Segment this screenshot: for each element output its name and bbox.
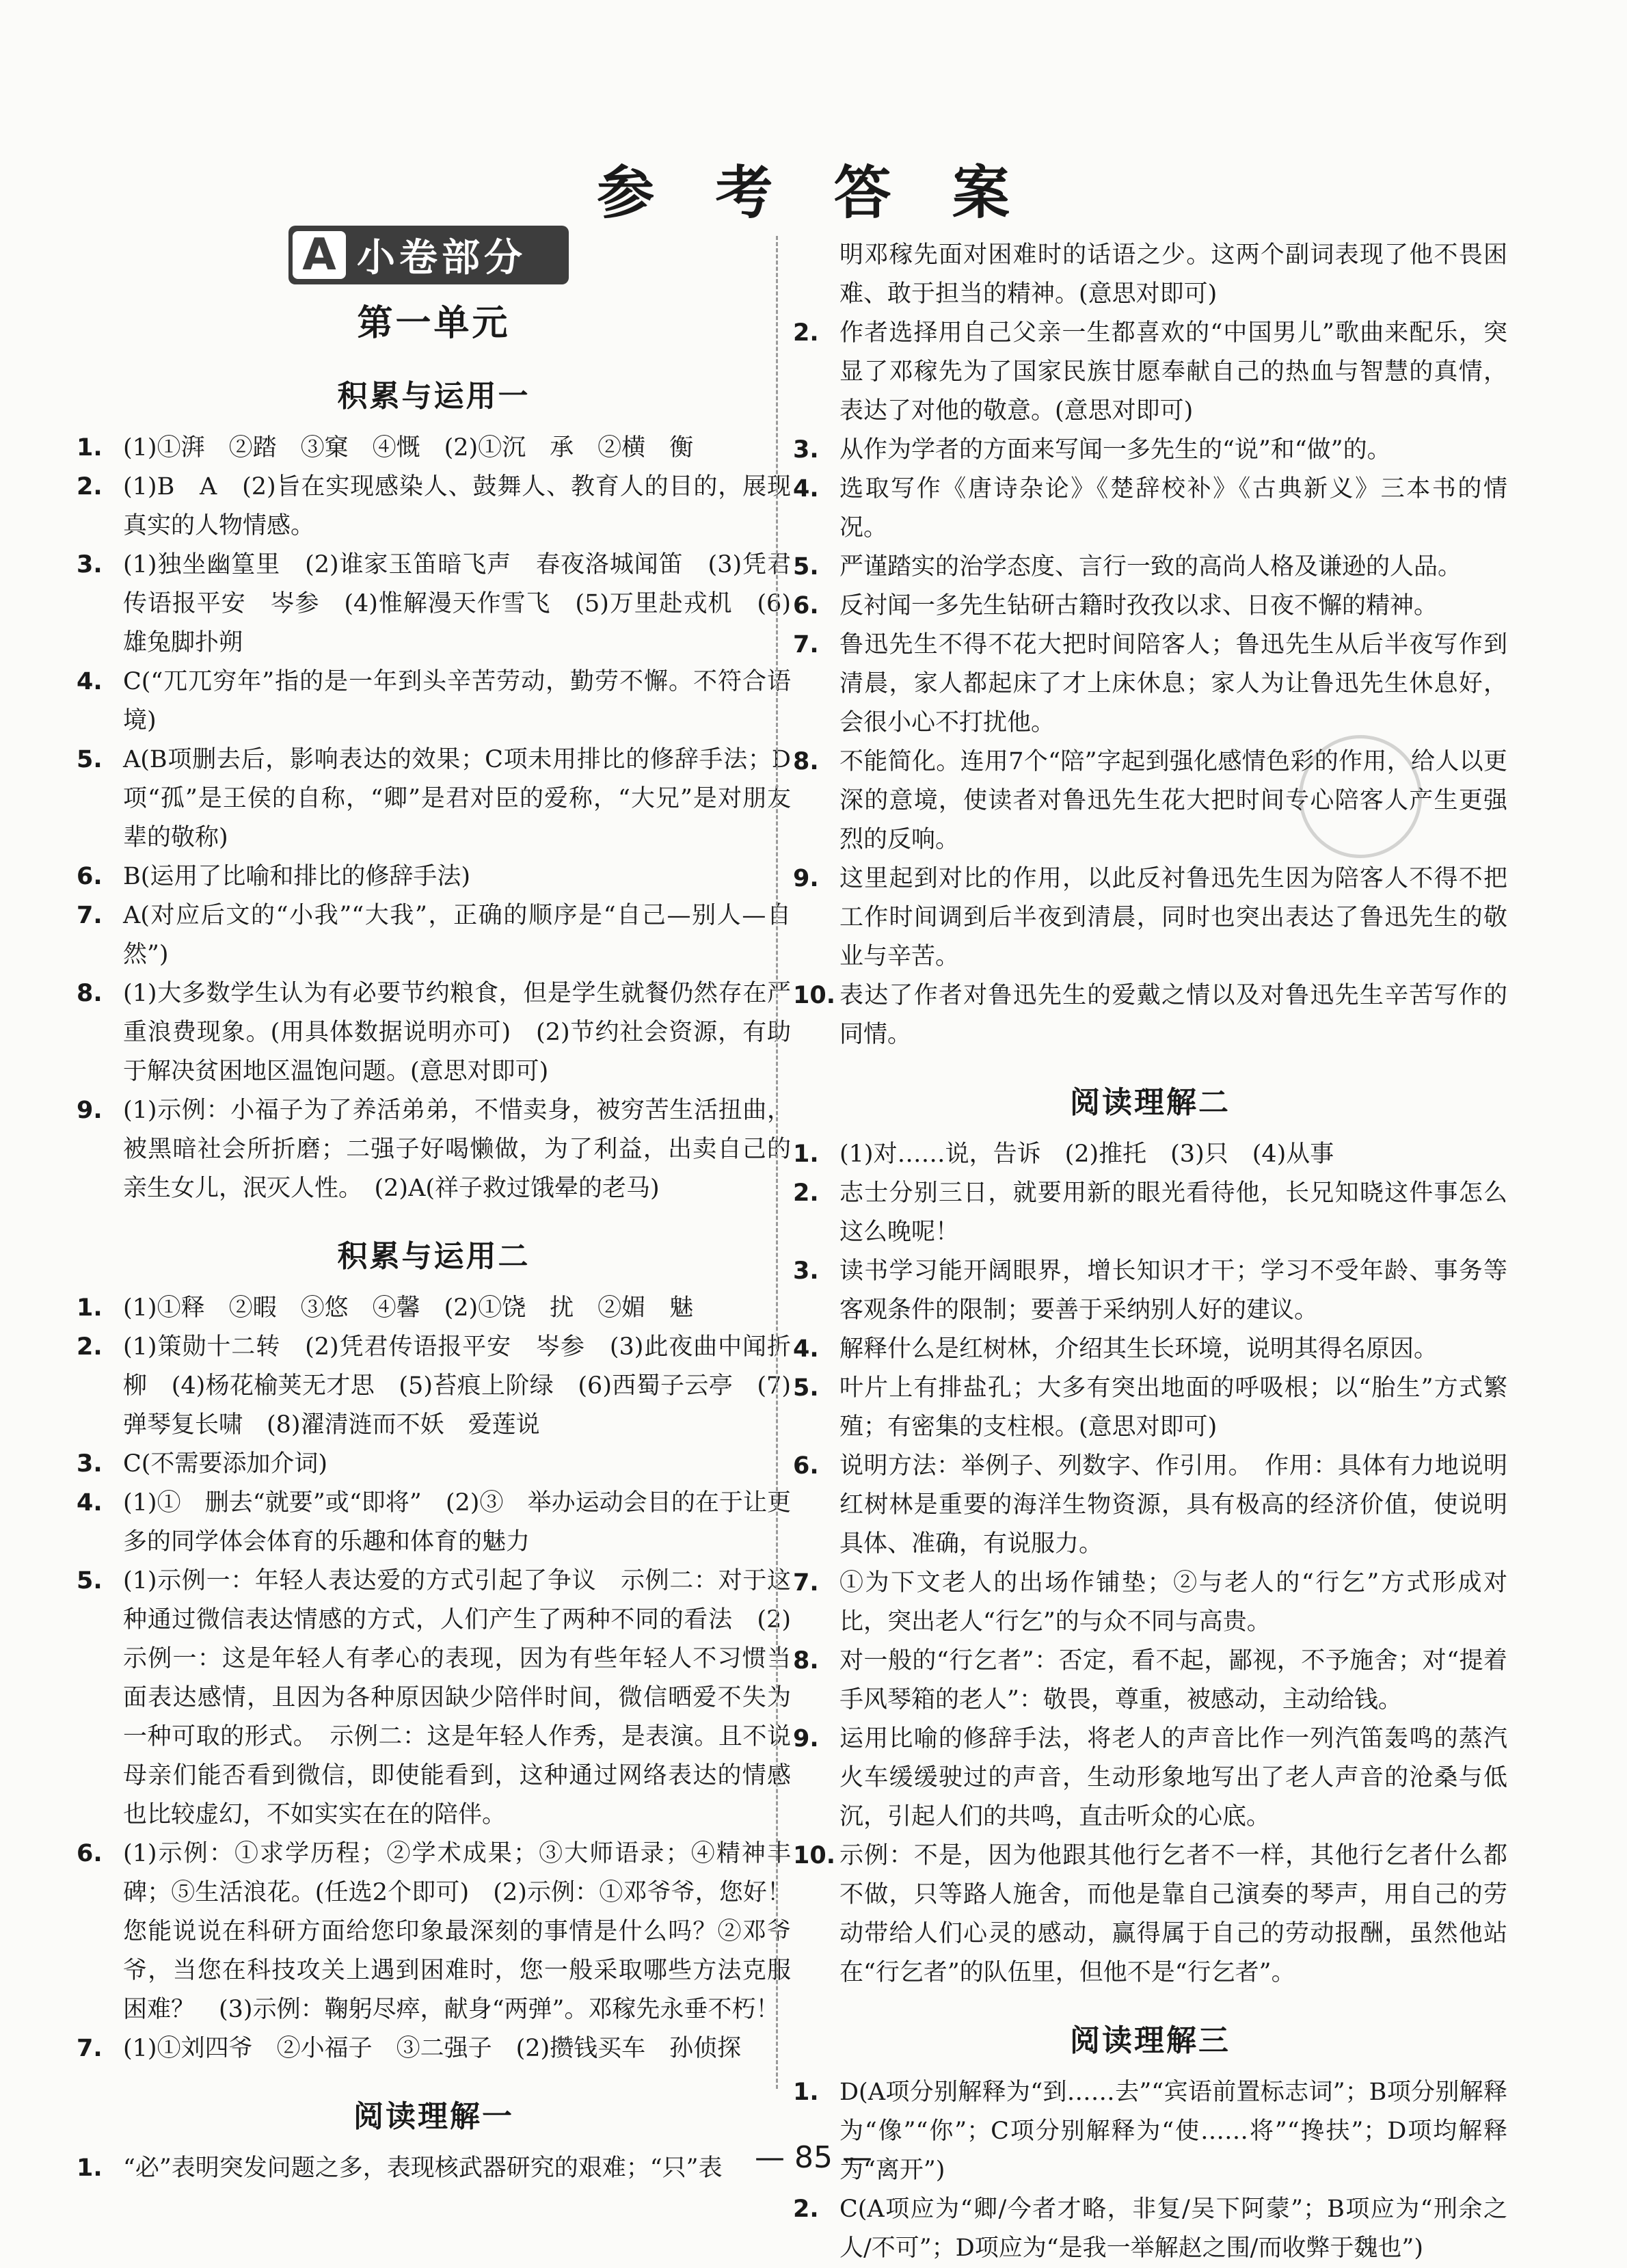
column-divider (776, 236, 778, 2089)
answer-item (793, 1564, 1507, 1642)
section-title-jilei2: 积累与运用二 (337, 1239, 530, 1274)
answer-number: 8. (793, 1647, 819, 1675)
answer-item (77, 857, 791, 896)
answer-text: 这里起到对比的作用，以此反衬鲁迅先生因为陪客人不得不把工作时间调到后半夜到清晨，同时也突出表达了鲁迅先生的敬业与辛苦。 (839, 865, 1507, 970)
answer-text: 示例：不是，因为他跟其他行乞者不一样，其他行乞者什么都不做，只等路人施舍，而他是靠自己演奏的琴声，用自己的劳动带给人们心灵的感动，赢得属于自己的劳动报酬，虽然他站在“行乞者”的队伍里，但他不是“行乞者”。 (839, 1842, 1507, 1986)
answer-number: 7. (793, 1569, 819, 1597)
answer-text: 严谨踏实的治学态度、言行一致的高尚人格及谦逊的人品。 (839, 553, 1462, 581)
answer-text: C(“兀兀穷年”指的是一年到头辛苦劳动，勤劳不懈。不符合语境) (123, 668, 791, 734)
answer-item (77, 1445, 791, 1484)
answer-number: 8. (793, 748, 819, 775)
part-banner (288, 226, 569, 284)
unit-title: 第一单元 (357, 303, 511, 344)
answer-number: 2. (793, 319, 819, 347)
answer-list-jilei2 (77, 1289, 791, 2068)
answer-item (77, 741, 791, 857)
answer-text: (1)①刘四爷 ②小福子 ③二强子 (2)攒钱买车 孙侦探 (123, 2035, 742, 2062)
answer-item (793, 1174, 1507, 1252)
answer-item (77, 663, 791, 741)
answer-text: 说明方法：举例子、列数字、作引用。 作用：具体有力地说明红树林是重要的海洋生物资源，具有极高的经济价值，使说明具体、准确，有说服力。 (839, 1452, 1507, 1558)
answer-item (793, 1642, 1507, 1720)
answer-text: 作者选择用自己父亲一生都喜欢的“中国男儿”歌曲来配乐，突显了邓稼先为了国家民族甘愿奉献自己的热血与智慧的真情，表达了对他的敬意。(意思对即可) (839, 319, 1507, 425)
read1-continuation: 明邓稼先面对困难时的话语之少。这两个副词表现了他不畏困难、敢于担当的精神。(意思对即可) (839, 241, 1507, 308)
answer-item (77, 468, 791, 546)
answer-text: ①为下文老人的出场作铺垫；②与老人的“行乞”方式形成对比，突出老人“行乞”的与众不同与高贵。 (839, 1569, 1507, 1636)
answer-number: 2. (77, 1333, 103, 1361)
answer-text: 不能简化。连用7个“陪”字起到强化感情色彩的作用，给人以更深的意境，使读者对鲁迅先生花大把时间专心陪客人产生更强烈的反响。 (839, 748, 1507, 853)
answer-item (793, 976, 1507, 1054)
answer-number: 7. (793, 631, 819, 658)
answer-number: 7. (77, 2035, 103, 2062)
answer-text: (1)策勋十二转 (2)凭君传语报平安 岑参 (3)此夜曲中闻折柳 (4)杨花榆荚无才思 (5)苔痕上阶绿 (6)西蜀子云亭 (7)弹琴复长啸 (8)濯清涟而不妖 爱莲说 (123, 1333, 791, 1439)
right-column (793, 236, 1507, 2268)
answer-number: 3. (793, 436, 819, 464)
answer-item (793, 1720, 1507, 1837)
answer-list-read1-cont (793, 314, 1507, 1054)
left-column (77, 226, 791, 2188)
section-title-jilei1: 积累与运用一 (337, 379, 530, 414)
answer-item (77, 896, 791, 974)
part-label: 小卷部分 (357, 236, 526, 280)
answer-item (77, 546, 791, 663)
answer-item (77, 974, 791, 1091)
answer-text: B(运用了比喻和排比的修辞手法) (123, 863, 471, 890)
answer-item (77, 1289, 791, 1328)
answer-item (793, 626, 1507, 743)
answer-item (793, 1837, 1507, 1992)
answer-item (793, 1447, 1507, 1564)
answer-item (793, 1330, 1507, 1369)
page-number: — 85 — (755, 2140, 872, 2175)
answer-number: 5. (77, 1567, 103, 1595)
answer-text: 表达了作者对鲁迅先生的爱戴之情以及对鲁迅先生辛苦写作的同情。 (839, 982, 1507, 1048)
answer-text: 反衬闻一多先生钻研古籍时孜孜以求、日夜不懈的精神。 (839, 592, 1438, 619)
answer-number: 8. (77, 980, 103, 1007)
answer-number: 1. (77, 1294, 103, 1322)
answer-item (793, 1369, 1507, 1447)
answer-number: 4. (77, 668, 103, 695)
answer-number: 1. (77, 2154, 103, 2182)
answer-item (793, 314, 1507, 431)
page-title: 参 考 答 案 (597, 159, 1030, 226)
answer-text: 解释什么是红树林，介绍其生长环境，说明其得名原因。 (839, 1335, 1438, 1363)
answer-item (793, 587, 1507, 626)
answer-item (793, 1252, 1507, 1330)
answer-text: 对一般的“行乞者”：否定，看不起，鄙视，不予施舍；对“提着手风琴箱的老人”：敬畏，尊重，被感动，主动给钱。 (839, 1647, 1507, 1713)
answer-list-jilei1 (77, 429, 791, 1208)
answer-number: 5. (793, 1374, 819, 1402)
answer-text: 读书学习能开阔眼界，增长知识才干；学习不受年龄、事务等客观条件的限制；要善于采纳别人好的建议。 (839, 1257, 1507, 1324)
answer-item (77, 1835, 791, 2029)
section-title-read3: 阅读理解三 (1070, 2023, 1231, 2058)
answer-number: 9. (793, 865, 819, 892)
answer-text: A(对应后文的“小我”“大我”，正确的顺序是“自己—别人—自然”) (123, 902, 791, 968)
answer-text: 叶片上有排盐孔；大多有突出地面的呼吸根；以“胎生”方式繁殖；有密集的支柱根。(意思对即可) (839, 1374, 1507, 1441)
answer-text: (1)示例：①求学历程；②学术成果；③大师语录；④精神丰碑；⑤生活浪花。(任选2个即可) (2)示例：①邓爷爷，您好！您能说说在科研方面给您印象最深刻的事情是什么吗？②邓爷爷，当您在科技攻关上遇到困难时，您一般采取哪些方法克服困难？ (3)示例：鞠躬尽瘁，献身“两弹”。邓稼先永垂不朽！ (123, 1840, 791, 2023)
answer-item (77, 429, 791, 468)
answer-number: 1. (793, 2079, 819, 2106)
answer-number: 6. (77, 1840, 103, 1867)
part-letter: A (293, 231, 346, 279)
answer-item (793, 431, 1507, 470)
answer-number: 4. (793, 1335, 819, 1363)
answer-number: 6. (793, 592, 819, 619)
answer-item (77, 1484, 791, 1562)
answer-number: 6. (77, 863, 103, 890)
answer-number: 2. (77, 473, 103, 501)
answer-list-read2 (793, 1135, 1507, 1992)
answer-text: (1)① 删去“就要”或“即将” (2)③ 举办运动会目的在于让更多的同学体会体育的乐趣和体育的魅力 (123, 1489, 791, 1556)
answer-item (793, 470, 1507, 548)
answer-number: 2. (793, 2196, 819, 2223)
answer-number: 3. (77, 551, 103, 578)
answer-item (77, 1328, 791, 1445)
answer-text: C(A项应为“卿/今者才略，非复/吴下阿蒙”；B项应为“刑余之人/不可”；D项应为“是我一举解赵之围/而收弊于魏也”) (839, 2196, 1507, 2262)
answer-text: A(B项删去后，影响表达的效果；C项未用排比的修辞手法；D项“孤”是王侯的自称，“卿”是君对臣的爱称，“大兄”是对朋友辈的敬称) (123, 746, 791, 851)
answer-text: C(不需要添加介词) (123, 1450, 328, 1478)
answer-number: 9. (77, 1097, 103, 1124)
answer-text: (1)示例：小福子为了养活弟弟，不惜卖身，被穷苦生活扭曲，被黑暗社会所折磨；二强子好喝懒做，为了利益，出卖自己的亲生女儿，泯灭人性。 (2)A(祥子救过饿晕的老马) (123, 1097, 791, 1202)
answer-item (77, 1091, 791, 1208)
answer-item (793, 859, 1507, 976)
answer-text: (1)独坐幽篁里 (2)谁家玉笛暗飞声 春夜洛城闻笛 (3)凭君传语报平安 岑参 (4)惟解漫天作雪飞 (5)万里赴戎机 (6)雄兔脚扑朔 (123, 551, 791, 656)
answer-text: (1)①湃 ②踏 ③窠 ④慨 (2)①沉 承 ②横 衡 (123, 434, 694, 462)
answer-number: 1. (793, 1140, 819, 1168)
answer-item (77, 1562, 791, 1835)
answer-number: 1. (77, 434, 103, 462)
answer-number: 3. (77, 1450, 103, 1478)
answer-text: 志士分别三日，就要用新的眼光看待他，长兄知晓这件事怎么这么晚呢！ (839, 1179, 1507, 1246)
answer-number: 2. (793, 1179, 819, 1207)
answer-number: 9. (793, 1725, 819, 1752)
answer-text: “必”表明突发问题之多，表现核武器研究的艰难；“只”表 (123, 2154, 723, 2182)
answer-text: 从作为学者的方面来写闻一多先生的“说”和“做”的。 (839, 436, 1391, 464)
answer-number: 10. (793, 982, 836, 1009)
answer-number: 6. (793, 1452, 819, 1480)
answer-text: 运用比喻的修辞手法，将老人的声音比作一列汽笛轰鸣的蒸汽火车缓缓驶过的声音，生动形象地写出了老人声音的沧桑与低沉，引起人们的共鸣，直击听众的心底。 (839, 1725, 1507, 1830)
section-title-read2: 阅读理解二 (1070, 1085, 1231, 1120)
answer-number: 4. (793, 475, 819, 503)
answer-text: (1)对……说，告诉 (2)推托 (3)只 (4)从事 (839, 1140, 1334, 1168)
answer-text: (1)①释 ②暇 ③悠 ④馨 (2)①饶 扰 ②媚 魅 (123, 1294, 694, 1322)
answer-number: 4. (77, 1489, 103, 1517)
answer-item (793, 1135, 1507, 1174)
section-title-read1: 阅读理解一 (353, 2099, 514, 2134)
answer-text: (1)B A (2)旨在实现感染人、鼓舞人、教育人的目的，展现真实的人物情感。 (123, 473, 791, 539)
answer-text: 选取写作《唐诗杂论》《楚辞校补》《古典新义》三本书的情况。 (839, 475, 1507, 542)
answer-number: 3. (793, 1257, 819, 1285)
answer-text: D(A项分别解释为“到……去”“宾语前置标志词”；B项分别解释为“像”“你”；C项分别解释为“使……将”“搀扶”；D项均解释为“离开”) (839, 2079, 1507, 2184)
answer-text: (1)示例一：年轻人表达爱的方式引起了争议 示例二：对于这种通过微信表达情感的方式，人们产生了两种不同的看法 (2)示例一：这是年轻人有孝心的表现，因为有些年轻人不习惯当面表达感情，且因为各种原因缺少陪伴时间，微信晒爱不失为一种可取的形式。 示例二：这是年轻人作秀，是表演。且不说母亲们能否看到微信，即使能看到，这种通过网络表达的情感也比较虚幻，不如实实在在的陪伴。 (123, 1567, 791, 1828)
answer-number: 5. (77, 746, 103, 773)
answer-text: (1)大多数学生认为有必要节约粮食，但是学生就餐仍然存在严重浪费现象。(用具体数据说明亦可) (2)节约社会资源，有助于解决贫困地区温饱问题。(意思对即可) (123, 980, 791, 1085)
answer-number: 7. (77, 902, 103, 929)
answer-number: 10. (793, 1842, 836, 1869)
answer-number: 5. (793, 553, 819, 581)
answer-item (793, 548, 1507, 587)
answer-item (77, 2029, 791, 2068)
answer-item (793, 2190, 1507, 2268)
answer-text: 鲁迅先生不得不花大把时间陪客人；鲁迅先生从后半夜写作到清晨，家人都起床了才上床休息；家人为让鲁迅先生休息好，会很小心不打扰他。 (839, 631, 1507, 736)
